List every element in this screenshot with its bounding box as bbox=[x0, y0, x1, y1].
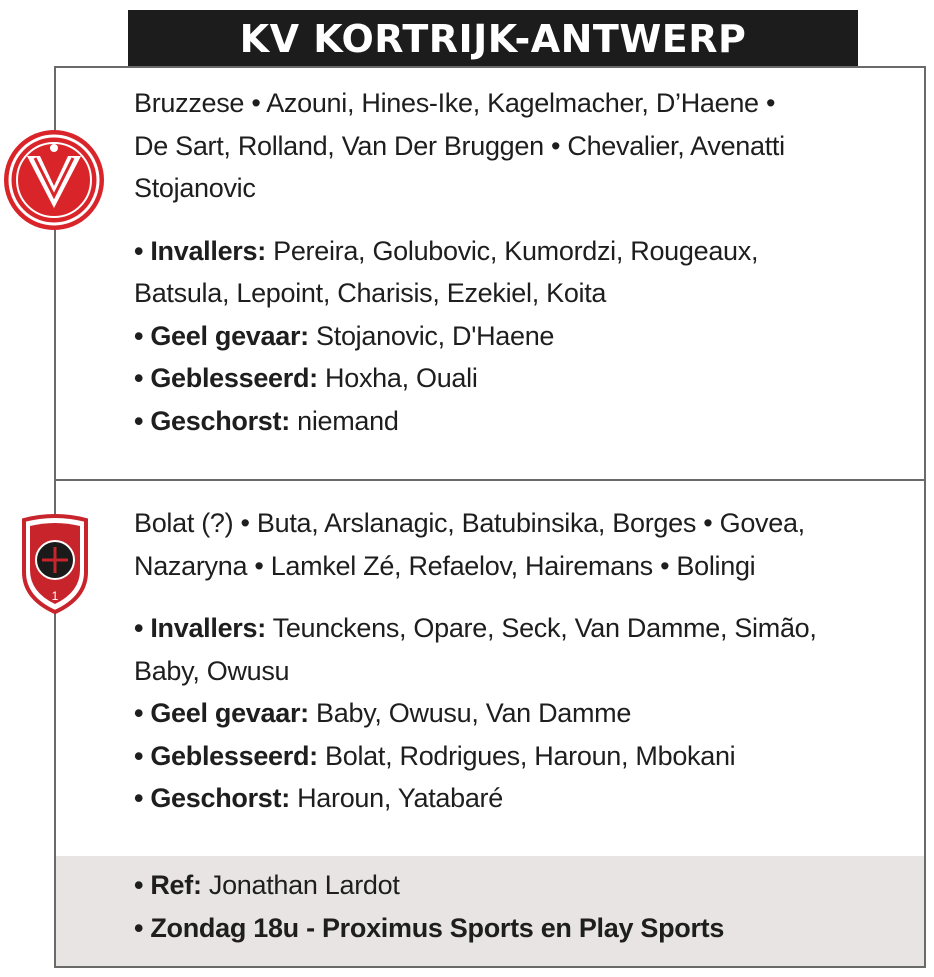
subs-label: Invallers: bbox=[150, 235, 266, 266]
kortrijk-crest-icon bbox=[2, 128, 106, 232]
broadcast-text: Zondag 18u - Proximus Sports en Play Sports bbox=[150, 913, 725, 943]
kortrijk-yellow-value: Stojanovic, D'Haene bbox=[308, 320, 555, 351]
bullet: • bbox=[134, 870, 144, 900]
yellow-label: Geel gevaar: bbox=[150, 320, 309, 351]
injured-label: Geblesseerd: bbox=[150, 740, 318, 771]
kortrijk-suspended bbox=[134, 400, 914, 443]
referee-line bbox=[134, 864, 914, 907]
bullet: • bbox=[134, 613, 144, 643]
bullet: • bbox=[134, 235, 144, 266]
antwerp-crest-icon bbox=[18, 512, 92, 616]
broadcast-line bbox=[134, 907, 914, 950]
antwerp-lineup-line-2: Nazaryna • Lamkel Zé, Refaelov, Hairemans • Bolingi bbox=[134, 550, 756, 581]
team-divider bbox=[54, 479, 926, 481]
kortrijk-subs-line-1 bbox=[134, 230, 914, 273]
antwerp-injured-value: Bolat, Rodrigues, Haroun, Mbokani bbox=[317, 740, 736, 771]
kortrijk-subs-line-2: Batsula, Lepoint, Charisis, Ezekiel, Koita bbox=[134, 278, 607, 308]
antwerp-block bbox=[134, 502, 914, 820]
antwerp-subs-line-1 bbox=[134, 607, 914, 650]
title-bar bbox=[128, 10, 858, 68]
referee-name: Jonathan Lardot bbox=[201, 870, 400, 900]
antwerp-subs-line-2: Baby, Owusu bbox=[134, 655, 290, 686]
kortrijk-lineup-line-1: Bruzzese • Azouni, Hines-Ike, Kagelmacher, D’Haene • bbox=[134, 88, 776, 118]
kortrijk-lineup-line-3: Stojanovic bbox=[134, 173, 256, 203]
kortrijk-injured-value: Hoxha, Ouali bbox=[317, 363, 478, 393]
suspended-label: Geschorst: bbox=[150, 783, 290, 813]
suspended-label: Geschorst: bbox=[150, 405, 290, 436]
antwerp-yellow-value: Baby, Owusu, Van Damme bbox=[308, 698, 632, 728]
yellow-label: Geel gevaar: bbox=[150, 698, 309, 728]
kortrijk-lineup-line-2: De Sart, Rolland, Van Der Bruggen • Chevalier, Avenatti bbox=[134, 130, 785, 161]
kortrijk-yellow bbox=[134, 315, 914, 358]
bullet: • bbox=[134, 698, 144, 728]
bullet: • bbox=[134, 740, 144, 771]
injured-label: Geblesseerd: bbox=[150, 363, 318, 393]
bullet: • bbox=[134, 783, 144, 813]
kortrijk-suspended-value: niemand bbox=[289, 405, 399, 436]
referee-label: Ref: bbox=[150, 870, 202, 900]
match-info bbox=[134, 864, 914, 950]
match-title: KV KORTRIJK-ANTWERP bbox=[239, 17, 747, 61]
subs-label: Invallers: bbox=[150, 613, 266, 643]
antwerp-suspended-value: Haroun, Yatabaré bbox=[289, 783, 503, 813]
bullet: • bbox=[134, 405, 144, 436]
antwerp-subs-1: Teunckens, Opare, Seck, Van Damme, Simão, bbox=[265, 613, 817, 643]
bullet: • bbox=[134, 320, 144, 351]
antwerp-injured bbox=[134, 735, 914, 778]
bullet: • bbox=[134, 913, 144, 943]
antwerp-crest-numeral: 1 bbox=[51, 589, 59, 603]
antwerp-suspended bbox=[134, 777, 914, 820]
kortrijk-injured bbox=[134, 357, 914, 400]
kortrijk-subs-1: Pereira, Golubovic, Kumordzi, Rougeaux, bbox=[265, 235, 759, 266]
bullet: • bbox=[134, 363, 144, 393]
antwerp-lineup-line-1: Bolat (?) • Buta, Arslanagic, Batubinsika, Borges • Govea, bbox=[134, 508, 805, 538]
antwerp-yellow bbox=[134, 692, 914, 735]
kortrijk-block bbox=[134, 82, 914, 442]
